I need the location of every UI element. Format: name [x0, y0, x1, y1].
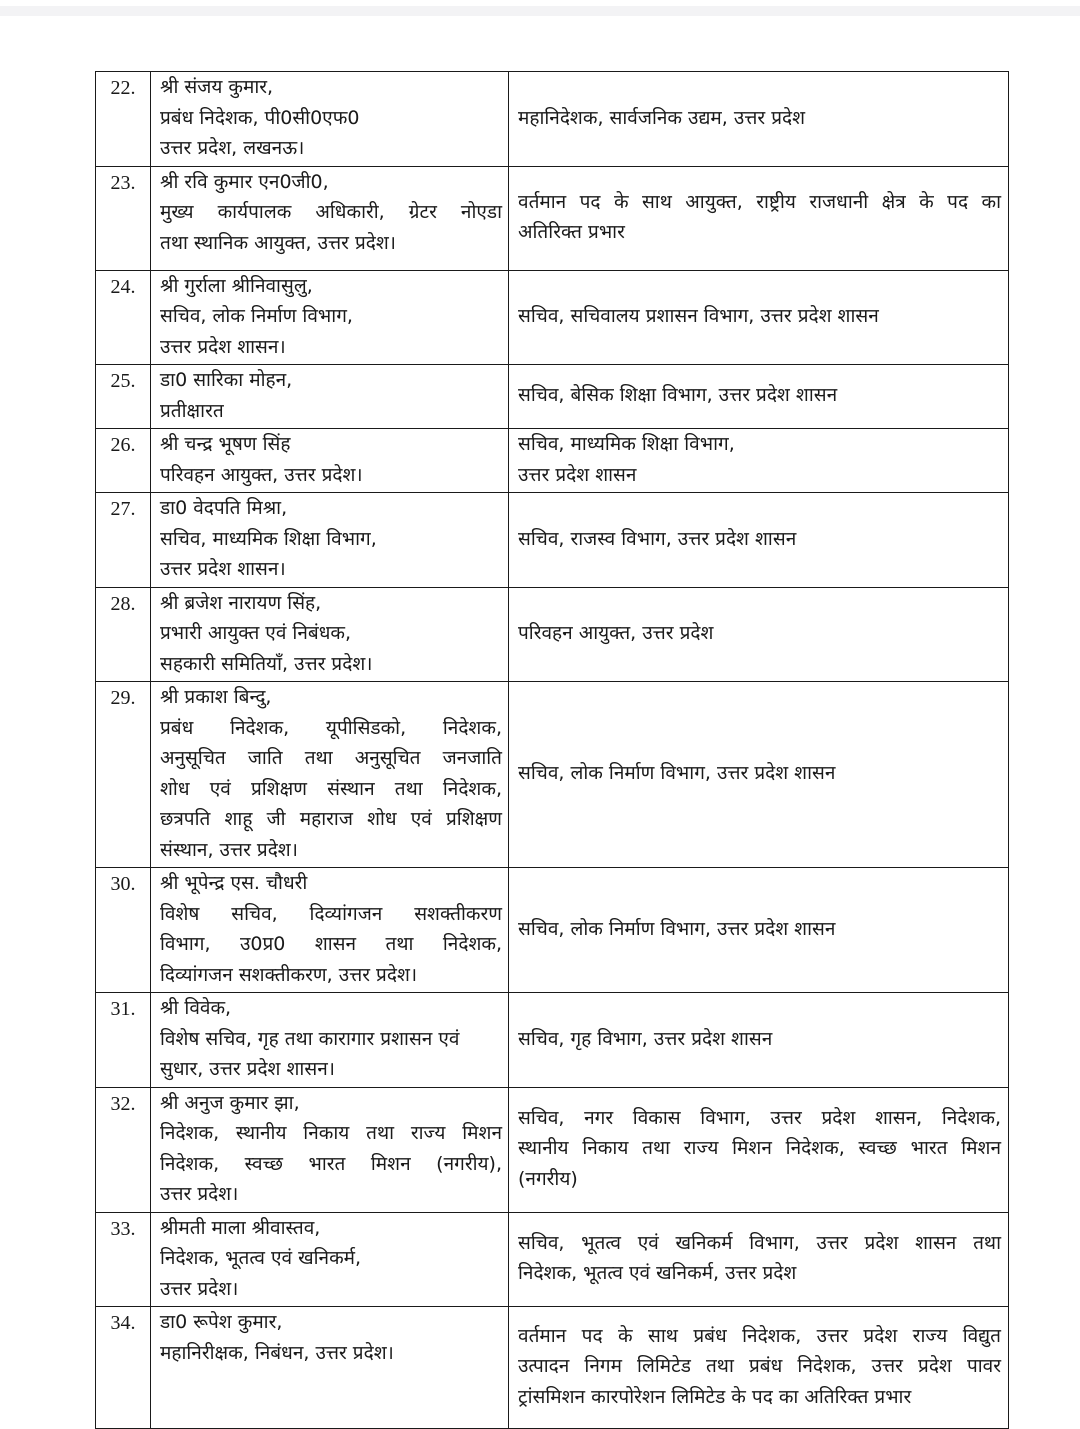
current-post-cell: [151, 72, 509, 167]
current-post-line: प्रतीक्षारत: [160, 399, 224, 422]
table-row: [96, 1087, 1009, 1212]
current-post-line: डा0 सारिका मोहन,: [160, 369, 293, 391]
serial-number: 23.: [96, 166, 151, 270]
new-post-line: वर्तमान पद के साथ आयुक्त, राष्ट्रीय राजधानी क्षेत्र के पद का: [518, 190, 1001, 213]
current-post-line: सचिव, लोक निर्माण विभाग,: [160, 305, 353, 327]
current-post-line: श्रीमती माला श्रीवास्तव,: [160, 1216, 321, 1239]
table-row: [96, 1212, 1009, 1307]
current-post-line: श्री संजय कुमार,: [160, 76, 274, 98]
current-post-line: प्रबंध निदेशक, यूपीसिडको, निदेशक,: [160, 716, 502, 739]
current-post-cell: [151, 1307, 509, 1429]
new-post-line: सचिव, सचिवालय प्रशासन विभाग, उत्तर प्रदेश शासन: [518, 305, 879, 327]
table-row: [96, 365, 1009, 429]
current-post-cell: [151, 1087, 509, 1212]
table-row: [96, 166, 1009, 270]
current-post-line: उत्तर प्रदेश।: [160, 1277, 239, 1300]
current-post-line: सहकारी समितियाँ, उत्तर प्रदेश।: [160, 652, 373, 675]
new-post-line: परिवहन आयुक्त, उत्तर प्रदेश: [518, 622, 714, 644]
new-post-line: सचिव, बेसिक शिक्षा विभाग, उत्तर प्रदेश शासन: [518, 384, 838, 407]
current-post-line: निदेशक, स्थानीय निकाय तथा राज्य मिशन: [160, 1122, 502, 1144]
current-post-line: सुधार, उत्तर प्रदेश शासन।: [160, 1058, 335, 1080]
current-post-line: विभाग, उ0प्र0 शासन तथा निदेशक,: [160, 933, 502, 955]
new-post-line: सचिव, गृह विभाग, उत्तर प्रदेश शासन: [518, 1027, 773, 1050]
serial-number: 28.: [96, 587, 151, 682]
current-post-line: महानिरीक्षक, निबंधन, उत्तर प्रदेश।: [160, 1341, 394, 1364]
new-post-line: निदेशक, भूतत्व एवं खनिकर्म, उत्तर प्रदेश: [518, 1262, 797, 1285]
current-post-cell: [151, 993, 509, 1088]
new-post-line: सचिव, लोक निर्माण विभाग, उत्तर प्रदेश शासन: [518, 917, 836, 940]
current-post-line: श्री चन्द्र भूषण सिंह: [160, 433, 291, 455]
serial-number: 22.: [96, 72, 151, 167]
current-post-line: संस्थान, उत्तर प्रदेश।: [160, 838, 298, 861]
new-post-line: उत्पादन निगम लिमिटेड तथा प्रबंध निदेशक, उत्तर प्रदेश पावर: [518, 1355, 1001, 1378]
current-post-cell: [151, 493, 509, 588]
serial-number: 30.: [96, 868, 151, 993]
new-post-cell: [509, 365, 1009, 429]
current-post-line: सचिव, माध्यमिक शिक्षा विभाग,: [160, 527, 377, 550]
serial-number: 32.: [96, 1087, 151, 1212]
current-post-line: श्री गुर्राला श्रीनिवासुलु,: [160, 274, 313, 297]
current-post-cell: [151, 682, 509, 868]
current-post-line: उत्तर प्रदेश शासन।: [160, 335, 286, 358]
current-post-line: उत्तर प्रदेश, लखनऊ।: [160, 137, 305, 159]
table-row: [96, 493, 1009, 588]
new-post-cell: [509, 429, 1009, 493]
top-band: [0, 6, 1080, 16]
new-post-line: महानिदेशक, सार्वजनिक उद्यम, उत्तर प्रदेश: [518, 106, 806, 129]
table-row: [96, 1307, 1009, 1429]
current-post-line: श्री अनुज कुमार झा,: [160, 1091, 300, 1114]
new-post-line: सचिव, माध्यमिक शिक्षा विभाग,: [518, 433, 735, 455]
new-post-cell: [509, 72, 1009, 167]
current-post-line: निदेशक, स्वच्छ भारत मिशन (नगरीय),: [160, 1152, 502, 1175]
table-row: [96, 270, 1009, 365]
current-post-cell: [151, 587, 509, 682]
current-post-line: दिव्यांगजन सशक्तीकरण, उत्तर प्रदेश।: [160, 963, 418, 986]
current-post-line: उत्तर प्रदेश शासन।: [160, 558, 286, 580]
table-row: [96, 993, 1009, 1088]
serial-number: 34.: [96, 1307, 151, 1429]
current-post-line: श्री ब्रजेश नारायण सिंह,: [160, 591, 322, 614]
serial-number: 26.: [96, 429, 151, 493]
new-post-cell: [509, 587, 1009, 682]
current-post-line: उत्तर प्रदेश।: [160, 1183, 239, 1205]
serial-number: 27.: [96, 493, 151, 588]
new-post-cell: [509, 493, 1009, 588]
current-post-line: श्री विवेक,: [160, 997, 232, 1019]
new-post-cell: [509, 868, 1009, 993]
current-post-line: निदेशक, भूतत्व एवं खनिकर्म,: [160, 1247, 362, 1269]
new-post-line: वर्तमान पद के साथ प्रबंध निदेशक, उत्तर प्रदेश राज्य विद्युत: [518, 1324, 1001, 1347]
current-post-line: प्रबंध निदेशक, पी0सी0एफ0: [160, 106, 360, 129]
current-post-line: परिवहन आयुक्त, उत्तर प्रदेश।: [160, 463, 363, 486]
table-row: [96, 72, 1009, 167]
new-post-cell: [509, 993, 1009, 1088]
current-post-cell: [151, 270, 509, 365]
serial-number: 31.: [96, 993, 151, 1088]
new-post-line: स्थानीय निकाय तथा राज्य मिशन निदेशक, स्वच्छ भारत मिशन: [518, 1137, 1001, 1160]
current-post-line: डा0 वेदपति मिश्रा,: [160, 497, 288, 519]
current-post-cell: [151, 365, 509, 429]
new-post-cell: [509, 682, 1009, 868]
new-post-line: ट्रांसमिशन कारपोरेशन लिमिटेड के पद का अतिरिक्त प्रभार: [518, 1385, 912, 1408]
current-post-line: डा0 रूपेश कुमार,: [160, 1311, 283, 1333]
new-post-cell: [509, 1307, 1009, 1429]
new-post-line: सचिव, राजस्व विभाग, उत्तर प्रदेश शासन: [518, 527, 797, 550]
current-post-line: शोध एवं प्रशिक्षण संस्थान तथा निदेशक,: [160, 777, 502, 800]
table-row: [96, 587, 1009, 682]
new-post-line: (नगरीय): [518, 1167, 578, 1190]
current-post-line: प्रभारी आयुक्त एवं निबंधक,: [160, 622, 352, 644]
new-post-cell: [509, 270, 1009, 365]
serial-number: 24.: [96, 270, 151, 365]
serial-number: 25.: [96, 365, 151, 429]
transfer-table-body: [96, 72, 1009, 1429]
serial-number: 29.: [96, 682, 151, 868]
current-post-line: तथा स्थानिक आयुक्त, उत्तर प्रदेश।: [160, 231, 397, 254]
new-post-line: सचिव, लोक निर्माण विभाग, उत्तर प्रदेश शासन: [518, 762, 836, 785]
current-post-line: श्री प्रकाश बिन्दु,: [160, 686, 272, 708]
current-post-line: श्री भूपेन्द्र एस. चौधरी: [160, 872, 308, 894]
current-post-line: श्री रवि कुमार एन0जी0,: [160, 170, 329, 193]
current-post-cell: [151, 868, 509, 993]
current-post-cell: [151, 429, 509, 493]
new-post-line: अतिरिक्त प्रभार: [518, 221, 625, 243]
current-post-cell: [151, 166, 509, 270]
serial-number: 33.: [96, 1212, 151, 1307]
transfer-table: [95, 71, 1009, 1429]
current-post-line: छत्रपति शाहू जी महाराज शोध एवं प्रशिक्षण: [160, 808, 502, 830]
current-post-line: विशेष सचिव, दिव्यांगजन सशक्तीकरण: [160, 902, 502, 925]
new-post-cell: [509, 166, 1009, 270]
new-post-cell: [509, 1212, 1009, 1307]
current-post-cell: [151, 1212, 509, 1307]
table-row: [96, 429, 1009, 493]
new-post-line: सचिव, नगर विकास विभाग, उत्तर प्रदेश शासन, निदेशक,: [518, 1106, 1001, 1129]
table-row: [96, 682, 1009, 868]
table-row: [96, 868, 1009, 993]
current-post-line: विशेष सचिव, गृह तथा कारागार प्रशासन एवं: [160, 1027, 460, 1050]
new-post-line: उत्तर प्रदेश शासन: [518, 463, 637, 486]
new-post-line: सचिव, भूतत्व एवं खनिकर्म विभाग, उत्तर प्रदेश शासन तथा: [518, 1231, 1001, 1254]
current-post-line: मुख्य कार्यपालक अधिकारी, ग्रेटर नोएडा: [160, 201, 502, 223]
new-post-cell: [509, 1087, 1009, 1212]
current-post-line: अनुसूचित जाति तथा अनुसूचित जनजाति: [160, 747, 502, 769]
